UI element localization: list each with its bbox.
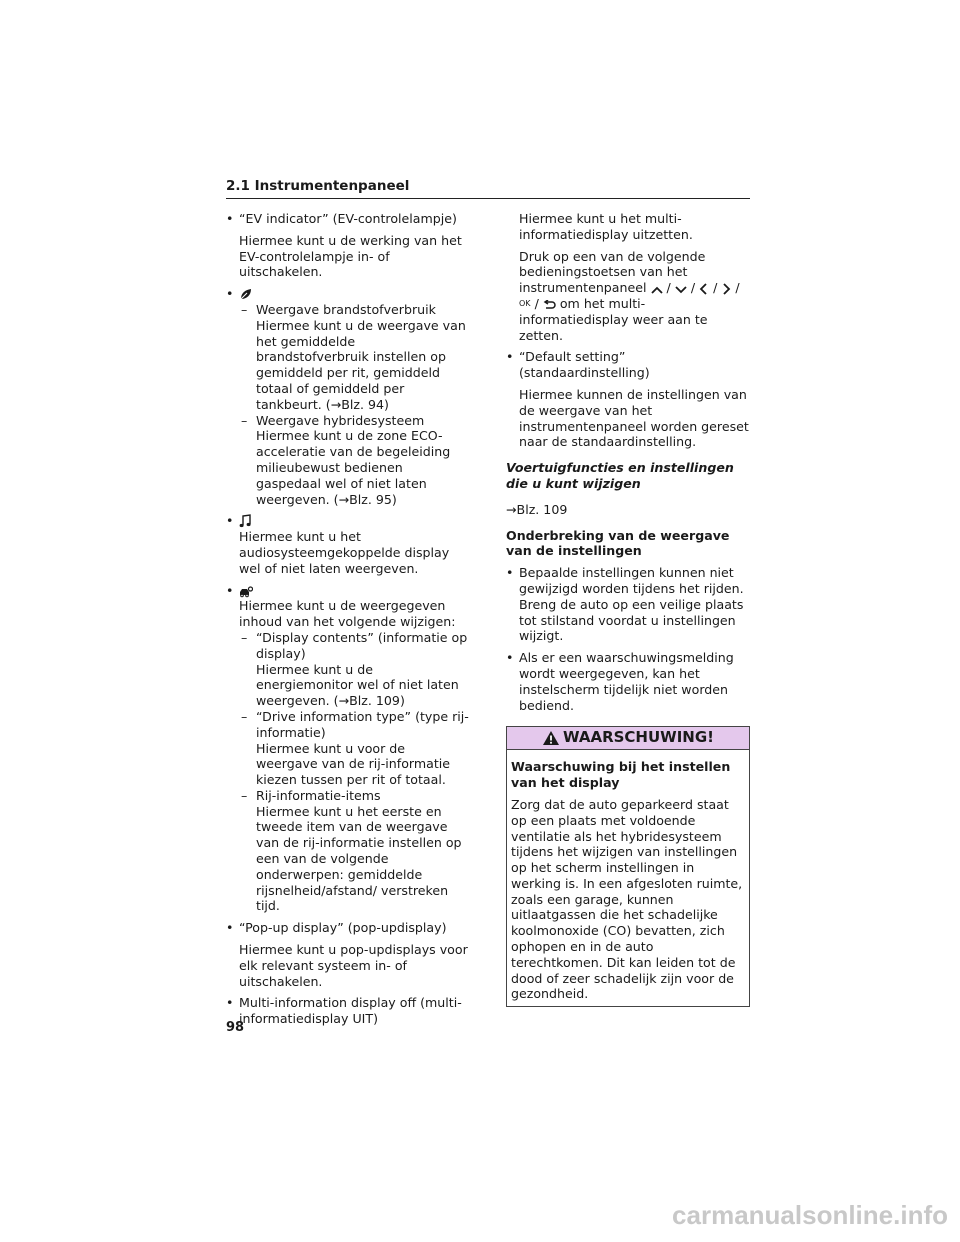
default-setting-item: • “Default setting” (standaardinstelling) [506, 349, 650, 381]
right-column [506, 211, 750, 1007]
eco-leaf-icon [239, 288, 252, 301]
arrow-left-icon [699, 283, 709, 295]
warning-body [507, 750, 749, 1006]
arrow-right-icon [721, 283, 731, 295]
left-column [226, 211, 470, 1027]
vehicle-functions-heading: Voertuigfuncties en instellingen die u kunt wijzigen [506, 460, 734, 491]
warning-box [506, 726, 750, 1007]
audio-desc: Hiermee kunt u het audiosysteemgekoppelde display wel of niet laten weergeven. [239, 529, 450, 576]
mid-off-desc: Hiermee kunt u het multi-informatiedisplay uitzetten. [519, 211, 693, 242]
drive-info-items-item: – Rij-informatie-items [241, 787, 381, 803]
fuel-consumption-text: Weergave brandstofverbruik Hiermee kunt u de weergave van het gemiddelde brandstofverbruik instellen op gemiddeld per rit, gemiddeld totaal of gemiddeld per tankbeurt. (→Blz. 94) [256, 301, 466, 412]
display-contents-item: – “Display contents” (informatie op display) [241, 629, 468, 661]
display-contents-title: “Display contents” (informatie op display) [256, 629, 468, 661]
drive-info-items-desc: Hiermee kunt u het eerste en tweede item van de weergave van de rij-informatie instellen op een van de volgende onderwerpen: gemiddelde rijsnelheid/afstand/ verstreken tijd. [256, 803, 462, 914]
display-contents-desc: Hiermee kunt u de energiemonitor wel of niet laten weergeven. (→Blz. 109) [256, 661, 459, 709]
interrupt-bullet-1: • Bepaalde instellingen kunnen niet gewijzigd worden tijdens het rijden. Breng de auto op een veilige plaats tot stilstand voordat u instellingen wijzigt. [506, 565, 744, 644]
mid-restore-post: om het multi-informatiedisplay weer aan te zetten. [519, 295, 708, 343]
return-icon [543, 300, 556, 311]
popup-display-title: “Pop-up display” (pop-updisplay) [239, 920, 447, 936]
arrow-down-icon [675, 285, 687, 295]
hybrid-display-text: Weergave hybridesysteem Hiermee kunt u de zone ECO-acceleratie van de begeleiding milieubewust bedienen gaspedaal wel of niet laten weergeven. (→Blz. 95) [256, 412, 451, 507]
interrupt-heading: Onderbreking van de weergave van de instellingen [506, 527, 730, 559]
ok-button-label: OK [519, 298, 531, 308]
warning-triangle-icon [542, 730, 560, 746]
ev-indicator-item: • “EV indicator” (EV-controlelampje) [226, 211, 457, 226]
hybrid-display-item: – Weergave hybridesysteem Hiermee kunt u de zone ECO-acceleratie van de begeleiding milieubewust bedienen gaspedaal wel of niet laten weergeven. (→Blz. 95) [241, 412, 451, 507]
arrow-up-icon [651, 285, 663, 295]
interrupt-bullet-1-text: Bepaalde instellingen kunnen niet gewijzigd worden tijdens het rijden. Breng de auto op een veilige plaats tot stilstand voordat u instellingen wijzigt. [519, 565, 744, 644]
default-setting-desc: Hiermee kunnen de instellingen van de weergave van het instrumentenpaneel worden gereset naar de standaardinstelling. [519, 386, 749, 450]
mid-off-item: • Multi-information display off (multi-informatiedisplay UIT) [226, 995, 462, 1027]
warning-header [507, 727, 749, 750]
drive-info-items-title: Rij-informatie-items [256, 787, 381, 803]
mid-off-title: Multi-information display off (multi-informatiedisplay UIT) [239, 995, 462, 1027]
drive-info-type-title: “Drive information type” (type rij-informatie) [256, 708, 469, 740]
fuel-consumption-item: – Weergave brandstofverbruik Hiermee kunt u de weergave van het gemiddelde brandstofverbruik instellen op gemiddeld per rit, gemiddeld totaal of gemiddeld per tankbeurt. (→Blz. 94) [241, 301, 466, 412]
warning-label: WAARSCHUWING! [562, 728, 715, 747]
popup-display-item: • “Pop-up display” (pop-updisplay) [226, 920, 447, 936]
ev-indicator-title: “EV indicator” (EV-controlelampje) [239, 211, 457, 226]
page-number: 98 [226, 1020, 245, 1035]
warning-title: Waarschuwing bij het instellen van het display [511, 759, 731, 791]
section-header [226, 178, 750, 199]
audio-item: • [226, 513, 470, 529]
car-settings-icon [239, 586, 253, 598]
warning-text: Zorg dat de auto geparkeerd staat op een plaats met voldoende ventilatie als het hybridesysteem tijdens het wijzigen van instellingen op het scherm instellingen in werking is. In een afgesloten ruimte, zoals een garage, kunnen uitlaatgassen die het schadelijke koolmonoxide (CO) bevatten, zich ophopen en in de auto terechtkomen. Dit kan leiden tot de dood of zeer schadelijk zijn voor de gezondheid. [511, 796, 743, 1002]
eco-item: • [226, 286, 470, 302]
car-settings-item: • [226, 583, 470, 599]
section-title: 2.1 Instrumentenpaneel [226, 178, 410, 194]
drive-info-type-desc: Hiermee kunt u voor de weergave van de rij-informatie kiezen tussen per rit of totaal. [256, 740, 451, 788]
vehicle-functions-ref: →Blz. 109 [506, 501, 568, 517]
car-settings-desc: Hiermee kunt u de weergegeven inhoud van het volgende wijzigen: [239, 598, 456, 630]
default-setting-title: “Default setting” (standaardinstelling) [519, 349, 650, 381]
drive-info-type-item: – “Drive information type” (type rij-informatie) [241, 708, 469, 740]
interrupt-bullet-2-text: Als er een waarschuwingsmelding wordt weergegeven, kan het instelscherm tijdelijk niet worden bediend. [519, 650, 734, 713]
watermark: carmanualsonline.info [672, 1200, 948, 1230]
mid-restore-pre: Druk op een van de volgende bedieningstoetsen van het instrumentenpaneel [519, 248, 706, 296]
mid-restore-text: Druk op een van de volgende bedieningstoetsen van het instrumentenpaneel / / / / OK / om het multi-informatiedisplay weer aan te zetten. [519, 248, 740, 343]
interrupt-bullet-2: • Als er een waarschuwingsmelding wordt weergegeven, kan het instelscherm tijdelijk niet worden bediend. [506, 650, 734, 713]
music-note-icon [239, 514, 252, 528]
popup-display-desc: Hiermee kunt u pop-updisplays voor elk relevant systeem in- of uitschakelen. [239, 942, 468, 989]
ev-indicator-desc: Hiermee kunt u de werking van het EV-controlelampje in- of uitschakelen. [239, 232, 462, 280]
